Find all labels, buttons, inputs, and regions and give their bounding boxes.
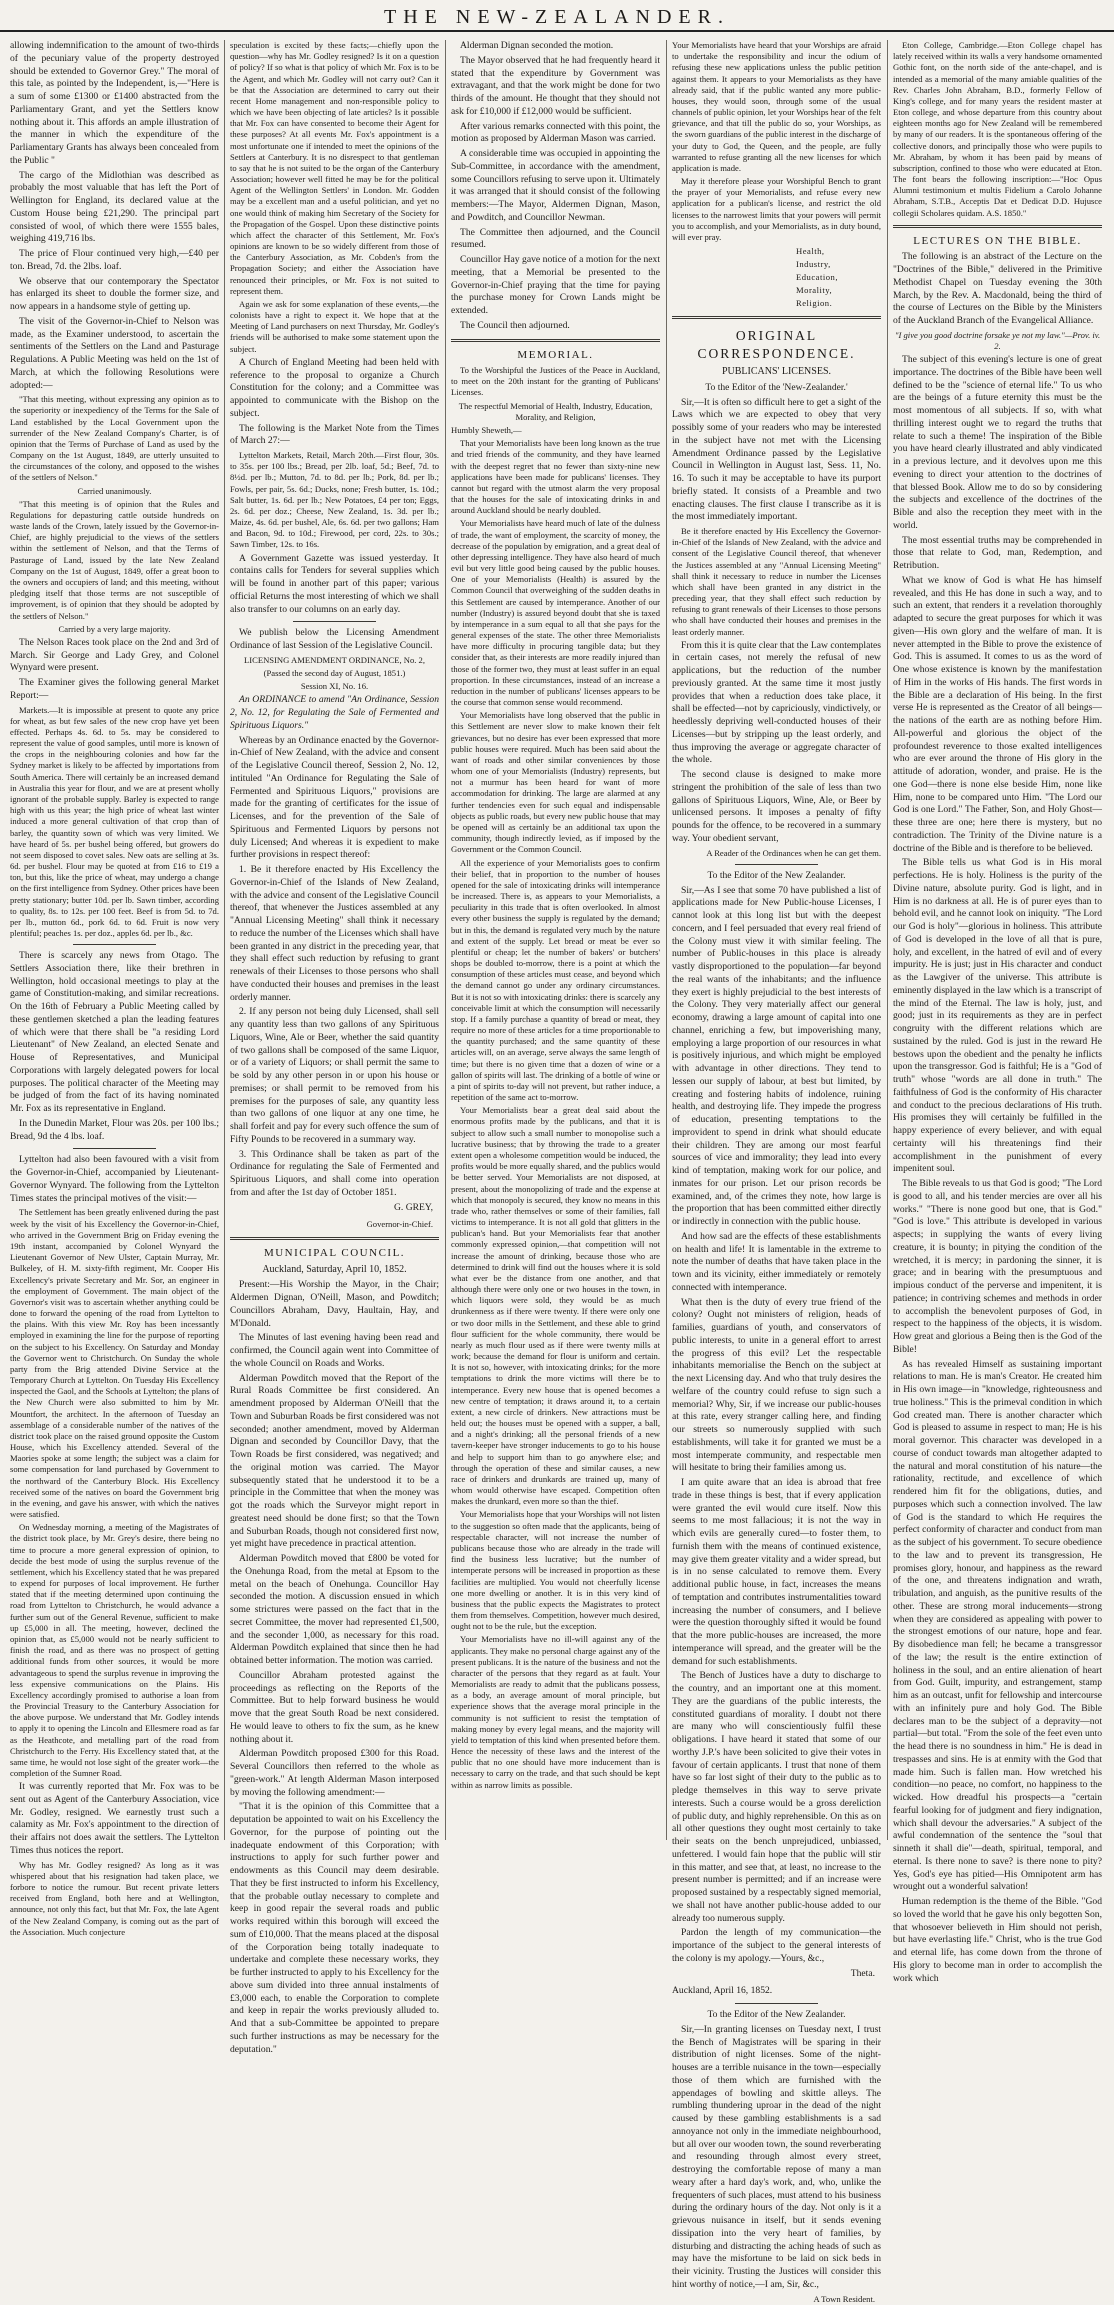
paragraph: A Government Gazette was issued yesterday. It contains calls for Tenders for several supplies which will be found in another part of this paper; various official Returns the most interesting of which we shall also transfer to our columns on an early day.	[230, 552, 439, 615]
column-4	[672, 40, 881, 2304]
column-rule	[224, 40, 225, 1840]
epigraph: "I give you good doctrine forsake ye not my law."—Prov. iv. 2.	[894, 329, 1101, 352]
paragraph: Eton College, Cambridge.—Eton College chapel has lately received within its walls a very handsome ornamented Gothic font, on the north side of the ante-chapel, and is intended as a memorial of the many amiable qualities of the Rev. Charles John Abraham, B.D., formerly Fellow of King's college, and for many years the resident master at Eton college, and whose departure from this country about eighteen months ago for New Zealand will be remembered by many of our readers. It is the spontaneous offering of the collective donors, and principally those who were pupils to Mr. Abraham, by whom it has been paid by means of subscription, confined to those who were educated at Eton. The font bears the following inscription:—"Hoc Opus Alumni testimonium et multis Fidelium a Carolo Johanne Abraham, S.T.B., Acceptis Dat et Dedicat D.D. Hujusce collegii Scholares quidam. A.S. 1850."	[893, 40, 1102, 218]
paragraph: "That it is the opinion of this Committee that a deputation be appointed to wait on his Excellency the Governor, for the purpose of pointing out the inadequate endowment of this Corporation; with instructions to apply for such further power and endowments as this Council may deem desirable. That they be first instructed to inform his Excellency, that the probable outlay necessary to complete and keep in good repair the several roads and public works required within this borough will exceed the sum of £10,000. That the means placed at the disposal of the Corporation being totally inadequate to undertake and complete these necessary works, they be further instructed to apply to his Excellency for the above sum divided into three annual instalments of £3,000 each, to enable the Corporation to complete and keep in repair the works previously alluded to. And that a sub-Committee be appointed to prepare such further instructions as may be necessary for the deputation."	[230, 1801, 439, 2055]
memorial-salutation: Humbly Sheweth,—	[451, 424, 522, 435]
paragraph: The most essential truths may be comprehended in those that relate to God, man, Redemption, and Retribution.	[893, 534, 1102, 572]
paragraph: Human redemption is the theme of the Bible. "God so loved the world that he gave his only begotten Son, that whosoever believeth in Him should not perish, but have everlasting life." Christ, who is the true God and eternal life, has come down from the throne of His glory to become man in order to accomplish the work which	[893, 1896, 1102, 1984]
paragraph: The Committee then adjourned, and the Council resumed.	[451, 226, 660, 251]
ordinance-preamble: Whereas by an Ordinance enacted by the Governor-in-Chief of New Zealand, with the advice and consent of the Legislative Council thereof, Session 2, No. 12, intituled "An Ordinance for Regulating the Sale of Fermented and Spirituous Liquors," provisions are made for the granting of certificates for the issue of Licenses, and for the prevention of the Sale of Spirituous and Fermented Liquors by persons not duly Licensed; And whereas it is expedient to make further provisions in respect thereof:	[230, 734, 439, 861]
column-rule	[666, 40, 667, 1840]
section-divider	[451, 339, 660, 342]
paragraph: What we know of God is what He has himself revealed, and this He has done in such a way, and to such an extent, that renders it a revelation thoroughly adapted to secure the great purposes for which it was given—His own glory and the welfare of man. It is never attempted in the Bible to prove the existence of God. This is assumed. It comes to us as the word of One whose existence is known by the manifestation of Him in the works of His hands. The first words in the Bible are a declaration of His being. In the first verse He is represented as the Creator of all beings—the nations of the earth are as nothing before Him. All-powerful and glorious the object of the profoundest reverence to those exalted intelligences who are ever around the throne of His glory in the attitude of adoration, wonder, and praise. He is the one God—there is none else beside Him, none like Him, none to be compared unto Him. "The Lord our God is one Lord." The Father, Son, and Holy Ghost—these three are one; here there is mystery, but no contradiction. The Trinity of the Divine nature is a doctrine of the Bible and is therefore to be believed.	[893, 574, 1102, 854]
paragraph: The Nelson Races took place on the 2nd and 3rd of March. Sir George and Lady Grey, and Colonel Wynyard were present.	[10, 636, 219, 674]
letter-paragraph: From this it is quite clear that the Law contemplates in certain cases, not merely the refusal of new applications, but the reduction of the number previously granted. At the same time it most justly provides that when a reduction does take place, it shall be effected—not by capriciously, vindictively, or heedlessly depriving well-conducted houses of their Licenses—but by stripping up the least orderly, and thus improving the average or aggregate character of the whole.	[672, 639, 881, 766]
paragraph: The Bible tells us what God is in His moral perfections. He is holy. Holiness is the purity of the Divine nature, absolute purity. God is light, and in Him is no darkness at all. He is of purer eyes than to behold evil, and he cannot look on iniquity. "The Lord our God is holy"—glorious in holiness. This attribute of God is developed in the love of all that is pure, holy, and excellent, in the hatred of evil and of every impurity. He is just; just in His character and conduct as the Lawgiver of the universe. This attribute is eminently displayed in the law which is a transcript of the mind of the Eternal. The law is holy, just, and good; just in its requirements as they are in perfect congruity with the different relations which are sustained by the ruled. God is just in the reward He bestows upon the obedient and the penalty he inflicts upon the transgressor. God is faithful; He is a "God of truth" whose "words are all done in truth." The faithfulness of God is the conformity of His character and conduct to the precious declarations of His truth. His promises they will certainly be fulfilled in the happy experience of every believer, and with equal certainty will his threatenings find their accomplishment in the punishment of every impenitent soul.	[893, 857, 1102, 1175]
paragraph: The cargo of the Midlothian was described as probably the most valuable that has left the Port of Wellington for England, its declared value at the Custom House being £21,290. The principal part consisted of wool, of which there were 1555 bales, weighing 419,716 lbs.	[10, 169, 219, 245]
quoted-article: speculation is excited by these facts;—chiefly upon the question—why has Mr. Godley resigned? Is it on a question of policy? If so what is that policy of which Mr. Fox is to be the Agent, and which Mr. Godley will not carry out? Can it be that the Association are determined to carry out their recent Home management and non-responsible policy to which we have been objecting of late articles? Is it possible that Mr. Fox can have consented to become their Agent for these purposes? At all events Mr. Fox's appointment is a most unfortunate one if intended to meet the opinions of the Settlers at Canterbury. It is no disrespect to that gentleman to say that he is not suited to be the organ of the Canterbury Association; however well fitted he may be for the political Agent of the Wellington Settlers' in London. Mr. Godden may be a excellent man and a useful politician, and yet no one would think of making him Secretary of the Society for the Propagation of the Gospel. Upon these distinctive points which affect the character of this Settlement, Mr. Fox's opinions are known to be so widely different from those of the Canterbury Association, as Mr. Cobden's from the Propagation Society; and either the Association have renounced their principles, or Mr. Fox is not suited to represent them.	[230, 40, 439, 296]
section-divider	[672, 316, 881, 319]
column-5	[893, 40, 1102, 1984]
quoted-article: On Wednesday morning, a meeting of the Magistrates of the district took place, by Mr. Grey's desire, there being no time to procure a more general expression of opinion, to decide the best mode of using the surplus revenue of the settlement, which his Excellency stated that he was prepared to expend for purposes of local improvement. He further stated that if the meeting determined upon continuing the road from Lyttelton to Christchurch, he would advance a further sum out of the General Revenue, sufficient to make up £5,000 in all. The meeting, however, declined the opinion that, as £5,000 would not be nearly sufficient to finish the road, and as there was no prospect of getting additional funds from other sources, it would be more advantageous to spend the surplus revenue in improving the less expensive communications on the Plains. His Excellency accordingly promised to authorise a loan from the Provincial Treasury to the Canterbury Association for the above purpose. We understand that Mr. Godley intends to apply it to opening the Lincoln and Ellesmere road as far as the Heathcote, and metalling part of the road from Christchurch to the Ferry. His Excellency stated that, at the same time, he would not lose sight of the greater work—the completion of the Sumner Road.	[10, 1522, 219, 1779]
memorial-paragraph: Your Memorialists have long observed that the public in this Settlement are never slow to make known their felt grievances, but no desire has ever been expressed that more public houses were required. Much has been said about the want of roads and other similar conveniences by those whom one of your Memorialists (Industry) represents, but not a murmur has been heard for want of more accommodation for drinking. The large are alarmed at any further tendencies even for such equal and indispensable objects as public roads, but every new public house that may be opened will as certainly be an additional tax upon the community, though indirectly levied, as if imposed by the Government or the Common Council.	[451, 710, 660, 855]
heading-municipal-council: MUNICIPAL COUNCIL.	[263, 1246, 406, 1259]
paragraph: Councillor Abraham protested against the proceedings as reflecting on the Reports of the Committee. But to help forward business he would move that the great South Road be next considered. He would leave to others to fix the sum, as he knew nothing about it.	[230, 1669, 439, 1745]
section-divider	[230, 1237, 439, 1240]
signature: G. GREY,	[393, 1201, 433, 1213]
signatory: Religion.	[796, 297, 833, 308]
section-divider	[735, 864, 819, 865]
ordinance-heading: An ORDINANCE to amend "An Ordinance, Session 2, No. 12, for Regulating the Sale of Fermented and Spirituous Liquors."	[230, 694, 439, 731]
letter-paragraph: Sir,—It is often so difficult here to get a sight of the Laws which we are expected to obey that very possibly some of your readers who may be interested in the subject have not met with the Licensing Amendment Ordinance passed by the Legislative Council in Wellington in August last, Sess. 11, No. 16. To such it may be acceptable to have its purport briefly stated. It consists of a Preamble and two enacting clauses. The first clause I transcribe as it is the most immediately important.	[672, 396, 881, 523]
column-3	[451, 40, 660, 1840]
heading-original-correspondence: ORIGINAL CORRESPONDENCE.	[697, 327, 856, 361]
paragraph: Alderman Dignan seconded the motion.	[460, 40, 614, 51]
paragraph: The following is an abstract of the Lecture on the "Doctrines of the Bible," delivered in the Primitive Methodist Chapel on Tuesday evening the 30th March, by the Rev. A. Macdonald, being the third of the course of Lectures on the Bible by the Ministers of the Auckland Branch of the Evangelical Alliance.	[893, 251, 1102, 327]
memorial-paragraph: Your Memorialists have heard much of late of the dulness of trade, the want of employment, the scarcity of money, the decrease of the population by emigration, and a great deal of other depressing intelligence. They have also heard of much evil but very little good being caused by the public houses. One of your Memorialists (Health) is assured by the Common Council that overweighing of the sudden deaths in this Settlement are caused by intemperance. Another of our number (Industry) is assured beyond doubt that she is taxed by intemperance in a sum equal to all that she pays for the general expenses of the state. The other three Memorialists have more difficulty in procuring tangible data; but they consider that, as their interests are more readily injured than those of the former two, they must at least suffer in an equal proportion. In these circumstances, instead of an increase a reduction in the number of publicans' licenses appears to be the course that common sense would recommend.	[451, 518, 660, 708]
heading-memorial: MEMORIAL.	[517, 348, 594, 361]
council-date: Auckland, Saturday, April 10, 1852.	[262, 1264, 407, 1276]
paragraph: Present:—His Worship the Mayor, in the Chair; Aldermen Dignan, O'Neill, Mason, and Powditch; Councillors Abraham, Davy, Haultain, Hay, and M'Donald.	[230, 1279, 439, 1329]
resolution-result: Carried unanimously.	[77, 485, 152, 496]
paragraph: Alderman Powditch proposed £300 for this Road. Several Councillors then referred to the whole as "green-work." At length Alderman Mason interposed by moving the following amendment:—	[230, 1748, 439, 1798]
paragraph: The subject of this evening's lecture is one of great importance. The doctrines of the Bible have been well defined to be the "science of eternal life." To us who are the beings of a future eternity this must be the most momentous of all subjects. If so, with what thrilling interest ought we to regard the truths that relate to such a theme! The inspiration of the Bible you have heard clearly illustrated and ably vindicated in a previous lecture, and it devolves upon me this evening to direct your attention to the doctrines of that blessed Book. Allow me to do so by considering the subjects and excellence of the doctrines of the Bible and also the reception they meet with in the world.	[893, 354, 1102, 531]
quoted-article: Again we ask for some explanation of these events,—the colonists have a right to expect it. We hope that at the Meeting of Land purchasers on next Thursday, Mr. Godley's friends will be authorised to make some statement upon the subject.	[230, 298, 439, 354]
paragraph: Lyttelton had also been favoured with a visit from the Governor-in-Chief, accompanied by Lieutenant-Governor Wynyard. The following from the Lyttelton Times states the principal motives of the visit:—	[10, 1154, 219, 1204]
ordinance-clause: 1. Be it therefore enacted by His Excellency the Governor-in-Chief of the Islands of New Zealand, with the advice and consent of the Legislative Council thereof, that whenever the Justices assembled at any "Annual Licensing Meeting" shall think it necessary to reduce the number of the Licenses which shall have been granted in any district in the preceding year, that they shall effect such reduction by refusing to grant renewals of their Licenses to those persons who shall have conducted their houses and premises in the least orderly manner.	[230, 864, 439, 1003]
memorial-paragraph: Your Memorialists hope that your Worships will not listen to the suggestion so often made that the applicants, being of respectable character, will not increase the number of publicans because those who are already in the trade will find the business less lucrative; but the number of intemperate persons will be increased in proportion as these facilities are multiplied. You would not cheerfully license one more dwelling or another. It is in this very kind of business that the public expects the Magistrates to protect them from themselves. Competition, however much desired, ought not to be the rule, but the exception.	[451, 1509, 660, 1632]
paragraph: allowing indemnification to the amount of two-thirds of the pecuniary value of the property destroyed should be extended to Governor Grey." The moral of this tale, as pointed by the Independent, is,—"Here is a sum of some £1300 or £1400 abstracted from the Parliamentary Grant, and yet the Settlers know nothing about it. This affords an ample illustration of the manner in which the expenditure of the Parliamentary Grants has always been concealed from the Public "	[10, 40, 219, 166]
memorial-paragraph: Your Memorialists have heard that your Worships are afraid to undertake the responsibility and incur the odium of refusing these new applications unless the public petition against them. It appears to your Memorialists as they have already said, that if the public wanted any more public-houses, they would soon, through some of the usual channels of public opinion, let your Worships hear of the felt grievance, and that till the public do so, your Worships, as the sworn guardians of the public interest in the discharge of your duty to God, the Queen, and the people, are fully warranted to refuse granting all the new licenses for which application is made.	[672, 40, 881, 173]
signature-title: Governor-in-Chief.	[366, 1219, 433, 1230]
memorial-paragraph: All the experience of your Memorialists goes to confirm their belief, that in proportion to the number of houses opened for the sale of intoxicating drinks will intemperance be increased. There is, as appears to your Memorialists, a peculiarity in this trade that is often overlooked. In almost every other business the supply is regulated by the demand; but in this, the demand is regulated very much by the nature and extent of the supply. Let bread or meat be ever so plentiful or cheap; let the number of bakers' or butchers' shops be doubled to-morrow, there is a point at which the consumption of these articles must cease, and beyond which the demand cannot go under any ordinary circumstances. But it is not so with intoxicating drinks: there is scarcely any conceivable limit at which the consumption will necessarily stop. If a family purchase a quantity of bread or meat, they require no more of these articles for a time proportionable to the quantity purchased; and the same quantity of these articles will, on an average, serve always the same length of time; but there is no given time that a dozen of wine or a gallon of spirits will last. The drinking of a bottle of wine or a pint of spirits to-day will not prevent, but rather induce, a repetition of the same act to-morrow.	[451, 857, 660, 1103]
paragraph: The Mayor observed that he had frequently heard it stated that the expenditure by Government was extravagant, and that the work might be done for two thirds of the amount. He thought that they should not ask for £10,000 if £12,000 would be sufficient.	[451, 54, 660, 117]
letter-date: Auckland, April 16, 1852.	[672, 1985, 773, 1997]
memorial-address: To the Worshipful the Justices of the Peace in Auckland, to meet on the 20th instant for the granting of Publicans' Licenses.	[451, 365, 660, 398]
masthead	[0, 0, 1114, 32]
paragraph: It was currently reported that Mr. Fox was to be sent out as Agent of the Canterbury Association, vice Mr. Godley, resigned. We earnestly trust such a calamity as Mr. Fox's appointment to the direction of their affairs not does await the settlers. The Lyttelton Times thus notices the report.	[10, 1781, 219, 1856]
paragraph: We observe that our contemporary the Spectator has enlarged its sheet to double the former size, and now appears in a handsome style of getting up.	[10, 275, 219, 312]
letter-address: To the Editor of the New Zealander.	[707, 2009, 846, 2021]
memorial-paragraph: May it therefore please your Worshipful Bench to grant the prayer of your Memorialists, and refuse every new application for a publican's license, and restrict the old licenses to the narrowest limits that your powers will permit you to accomplish, and your Memorialists, as in duty bound, will ever pray.	[672, 176, 881, 242]
letter-paragraph: The Bench of Justices have a duty to discharge to the country, and an important one at this moment. They are the guardians of the public interests, the constituted guardians of morality. I doubt not there are many who will conscientiously fulfil these obligations. I have heard it stated that some of our worthy J.P.'s have been solicited to give their votes in favour of certain applicants. I trust that none of them have so far lost sight of their duty to the public as to pledge themselves in this way to serve private interests. Such a course would be a gross dereliction of public duty, and highly reprehensible. On this as on all other questions they ought most certainly to take their seats on the bench unprejudiced, unbiassed, unfettered. I would fain hope that the public will stir in this matter, and see that, at least, no increase to the present number is permitted; and if an increase were proposed sustained by a respectably signed memorial, we shall not have another public-house added to our already too numerous supply.	[672, 1670, 881, 1924]
signatory: Morality,	[796, 284, 833, 295]
memorial-paragraph: Your Memorialists bear a great deal said about the enormous profits made by the publicans, and that it is subject to allow such a small number to monopolise such a lucrative business; that by throwing the trade to a greater extent open a wholesome competition would be induced, the profits would be more equally shared, and the publics would be better served. Your Memorialists are not disposed, at present, about the monopolizing of trade and the expense at which that monopoly is secured, they know no means in this trade who, rather themselves or some of their families, fall victims to intemperance. It is not all gold that glitters in the publican's hand. But your Memorialists fear that another commonly expressed opinion,—that competition will not increase the amount of drinking, because those who are determined to drink will find out the houses where it is sold what ever be the distance from one another, and that although there were only one or two houses in the town, in which liquors were sold, they would be as much drunkenness as if there were twenty. If there were only one or two door mills in the Settlement, and these able to grind flour sufficient for the whole community, there would be nearly as much flour used as if there were twenty mills at work; because the demand for flour is uniform and certain. It is not so, however, with intoxicating drinks; for the more temptations to drink the more victims will there be to intemperance. Every new house that is opened becomes a new centre of temptation; it draws around it, to a certain extent, a new circle of drinkers. New attractions must be held out; the houses must be opened with a supper, a ball, and a night's drinking; all the personal friends of a new tavern-keeper have stronger inducements to go to his house and help to support him than to go anywhere else; and through the operation of these and similar causes, a new race of drinkers and drunkards are trained up, many of whom would otherwise have escaped. Competition often makes the drunkard, even more so than the thief.	[451, 1105, 660, 1507]
section-divider	[293, 621, 377, 622]
masthead-title: THE NEW-ZEALANDER.	[384, 6, 730, 28]
paragraph: The price of Flour continued very high,—£40 per ton. Bread, 7d. the 2lbs. loaf.	[10, 248, 219, 272]
letter-signature: A Town Resident.	[813, 2293, 875, 2304]
letter-paragraph: Sir,—As I see that some 70 have published a list of applications made for New Public-house Licenses, I cannot look at this long list but with the deepest concern, and I feel persuaded that every real friend of the Colony must view it with similar feeling. The number of Public-houses in this place is already vastly disproportioned to the population—far beyond the real wants of the inhabitants; and the influence they exert is highly prejudicial to the best interests of the Colony. They very materially affect our general economy, drawing a large amount of capital into one channel, enriching a few, but impoverishing many, employing a large proportion of our resources in what is positively injurious, and which might be employed with advantage in other directions. They tend to lessen our supply of labour, at best but limited, by creating and fostering habits of indolence, ruining health, and destroying life. They impede the progress of education, presenting temptations to the improvident to spend in drink what should educate their children. They are among our most fearful sources of vice and immorality; they lead into every kind of temptation, making work for our police, and inmates for our prison. Let our prison records be examined, and, of the crimes they note, how large is the proportion that has been committed either directly or indirectly in connection with the public house.	[672, 884, 881, 1228]
quoted-resolution: "That this meeting, without expressing any opinion as to the superiority or inexpediency of the Terms for the Sale of Land established by the Local Government upon the surrender of the New Zealand Company's Charter, is of opinion that the Terms of Purchase of Land as used by the Company on the 1st August, 1849, are utterly unsuited to the circumstances of the colony, and opposed to the wishes of the settlers of Nelson."	[10, 394, 219, 483]
section-divider	[73, 1148, 157, 1149]
paragraph: In the Dunedin Market, Flour was 20s. per 100 lbs.; Bread, 9d the 4 lbs. loaf.	[10, 1117, 219, 1142]
letter-signature: A Reader of the Ordinances when he can get them.	[706, 847, 881, 858]
letter-paragraph: The second clause is designed to make more stringent the prohibition of the sale of less than two gallons of Spirituous Liquors, Wine, Ale, or Beer by unlicensed persons. It imposes a penalty of fifty pounds for the offence, to be recovered in a summary way. Your obedient servant,	[672, 769, 881, 844]
paragraph: The Examiner gives the following general Market Report:—	[10, 677, 219, 701]
paragraph: After various remarks connected with this point, the motion as proposed by Alderman Mason was carried.	[451, 120, 660, 145]
letter-paragraph: I am quite aware that an idea is abroad that free trade in these things is best, that if every application were granted the evil would cure itself. Now this seems to me most fallacious; it is not the way in which evils are generally cured—to foster them, to furnish them with the means of continued existence, may give them greater vitality and a wider spread, but is in no sense calculated to remove them. Every additional public house, in fact, increases the means of temptation and contributes instrumentalities toward increasing the number of consumers, and I believe were the question thoroughly sifted it would be found that the more public-houses are increased, the more intemperance will spread, and the greater will be the demand for such establishments.	[672, 1477, 881, 1667]
paragraph: Councillor Hay gave notice of a motion for the next meeting, that a Memorial be presented to the Governor-in-Chief praying that the time for paying the purchase money for Crown Lands might be extended.	[451, 254, 660, 316]
paragraph: Alderman Powditch moved that the Report of the Rural Roads Committee be first considered. An amendment proposed by Alderman O'Neill that the Town and Suburban Roads be first considered was not seconded; another amendment, moved by Alderman Dignan and seconded by Councillor Davy, that the Town Roads be first considered, was negatived; and the original motion was carried. The Mayor subsequently stated that he understood it to be a principle in the Committee that when the money was got the roads which the Surveyor might report in greatest need should be done first; so that the Town and Suburban Roads, though not considered first now, yet might have precedence in practical attention.	[230, 1372, 439, 1550]
paragraph: A considerable time was occupied in appointing the Sub-Committee, in accordance with the amendment, some Councillors refusing to serve upon it. Ultimately it was arranged that it should consist of the following members:—The Mayor, Aldermen Dignan, Mason, and Powditch, and Councillor Newman.	[451, 148, 660, 223]
memorial-from: The respectful Memorial of Health, Industry, Education, Morality, and Religion,	[458, 400, 653, 422]
quoted-clause: Be it therefore enacted by His Excellency the Governor-in-Chief of the Islands of New Zealand, with the advice and consent of the Legislative Council thereof, that whenever the Justices assembled at any "Annual Licensing Meeting" shall think it necessary to reduce in number the Licenses which shall have been granted in any district in the preceding year, that they shall effect such reduction by refusing to grant renewals of their Licenses to those persons who shall have conducted their houses and premises in the least orderly manner.	[672, 526, 881, 637]
signatory: Health,	[796, 246, 825, 257]
paragraph: The Bible reveals to us that God is good; "The Lord is good to all, and his tender mercies are over all his works." "There is none good but one, that is God." "God is love." This attribute is developed in various aspects; in supplying the wants of every living creature, it is bounty; in pitying the condition of the wretched, it is mercy; in pardoning the sinner, it is grace; and in bearing with the presumptuous and impious conduct of the perverse and impenitent, it is patience; in contriving schemes and methods in order to accomplish the benevolent purposes of God, in respect to the happiness of the objects, it is wisdom. How great and glorious a Being then is the God of the Bible!	[893, 1178, 1102, 1355]
memorial-paragraph: Your Memorialists have no ill-will against any of the applicants. They make no personal charge against any of the present publicans. It is the nature of the business and not the character of the persons that they regard as at fault. Your Memorialists are ready to admit that the publicans possess, as a body, an average amount of moral principle, but experience shows that the average moral principle in the community is not sufficient to resist the temptation of making money by every legal means, and the majority will yield to temptation of this kind when presented before them. Hence the necessity of these laws and the interest of the public that no one should have more inducement than is necessary to carry on the trade, and that such should be kept within as narrow limits as possible.	[451, 1634, 660, 1790]
section-divider	[73, 944, 157, 945]
ordinance-date: (Passed the second day of August, 1851.)	[263, 668, 406, 679]
paragraph: Alderman Powditch moved that £800 be voted for the Onehunga Road, from the metal at Epsom to the metal on the beach of Onehunga. Councillor Hay seconded the motion. A discussion ensued in which some strictures were passed on the fact that in the secret Committee, the mover had represented £1,500, and the seconder 1,000, as necessary for this road. Alderman Powditch explained that since then he had obtained better information. The motion was carried.	[230, 1553, 439, 1667]
memorial-signatories	[796, 245, 881, 309]
letter-paragraph: What then is the duty of every true friend of the colony? Ought not ministers of religion, heads of families, guardians of youth, and conservators of public interests, to unite in a general effort to arrest the progress of this evil? Let the respectable inhabitants memorialise the Bench on the subject at the next Licensing day. And who that truly desires the welfare of the country could refuse to sign such a memorial? Why, Sir, if we increase our public-houses at this rate, every stranger calling here, and finding our streets so numerously supplied with such establishments, will take it for granted we must be a most intemperate community, and respectable men will hesitate to bring their families among us.	[672, 1296, 881, 1474]
heading-lectures-on-the-bible: LECTURES ON THE BIBLE.	[913, 234, 1082, 247]
column-2	[230, 40, 439, 2055]
paragraph: The Minutes of last evening having been read and confirmed, the Council again went into Committee of the whole Council on Roads and Works.	[230, 1332, 439, 1369]
columns	[10, 40, 1106, 2304]
column-rule	[445, 40, 446, 1840]
ordinance-clause: 2. If any person not being duly Licensed, shall sell any quantity less than two gallons of any Spirituous Liquors, Wine, Ale or Beer, whether the said quantity of two gallons shall be composed of the same Liquor, or of a variety of Liquors; or shall permit the same to be sold by any other person in or upon his house or premises; or shall permit to be removed from his premises for the purposes of sale, any quantity less than two gallons of one liquor at any one time, he shall forfeit and pay for every such offence the sum of Fifty Pounds to be recovered in a summary way.	[230, 1006, 439, 1145]
letter-paragraph: Pardon the length of my communication—the importance of the subject to the general interests of the colony is my apology.—Yours, &c.,	[672, 1927, 881, 1964]
ordinance-clause: 3. This Ordinance shall be taken as part of the Ordinance for regulating the Sale of Fermented and Spirituous Liquors, and shall come into operation from and after the 1st day of October 1851.	[230, 1148, 439, 1198]
signatory: Industry,	[796, 258, 831, 269]
quoted-article: The Settlement has been greatly enlivened during the past week by the visit of his Excellency the Governor-in-Chief, who arrived in the Government Brig on Friday evening the 19th instant, accompanied by Colonel Wynyard the Lieutenant Governor of New Ulster, Captain Murray, Mr. Bulkeley, of H. M. sixty-fifth regiment, Mr. Cooper His Excellency's private Secretary and Mr. Sor, an engineer in the employment of Government. The main object of the Governor's visit was to ascertain whether anything could be done to forward the opening of the road from Lyttelton to the plains. With this view Mr. Roy has been incessantly employed in examining the line for the purpose of reporting on the subject to his Excellency. On Saturday and Monday the Governor went to Christchurch. On Sunday the whole party from the Brig attended Divine Service at the Temporary Church at Lyttelton. On Tuesday His Excellency inspected the Gaol, and the Schools at Lyttelton; the plans of the New Church were also submitted to him by Mr. Mountfort, the architect. In the afternoon of Tuesday an assemblage of a considerable number of the natives of the district took place on the raised ground opposite the Custom House, which his Excellency attended. Several of the Maories spoke at some length; the subject was a claim for some compensation for land purchased by Government to the northward of the Canterbury Block. His Excellency received some of the natives on board the Government brig in the evening, and gave his answer, with which the natives were satisfied.	[10, 1207, 219, 1520]
ordinance-session: Session XI, No. 16.	[300, 681, 369, 692]
column-1	[10, 40, 219, 1937]
paragraph: The visit of the Governor-in-Chief to Nelson was made, as the Examiner understood, to ascertain the sentiments of the Settlers on the Land and Pasturage Regulations. A Public Meeting was held on the 1st of March, at which the following Resolutions were adopted:—	[10, 315, 219, 391]
letter-paragraph: Sir,—In granting licenses on Tuesday next, I trust the Bench of Magistrates will be sparing in their distribution of night licenses. Some of the night-houses are a terrible nuisance in the town—especially those of them which are furnished with the appendages of bowling and skittle alleys. The rumbling thundering uproar in the dead of the night caused by these gambling establishments is a sad annoyance not only in the immediate neighbourhood, but all over our wooden town, the sound reverberating and resounding through almost every street, destroying the comfortable repose of many a man weary after a hard day's work, and, who, unlike the frequenters of such places, must attend to his business during the ordinary hours of the day. Not only is it a grievous nuisance in itself, but it sends evening dissipation into the very heart of families, by disturbing and distracting the aching heads of such as may have the misfortune to be laid on sick beds in their vicinity. Trusting the Justices will consider this hint worthy of notice,—I am, Sir, &c.,	[672, 2023, 881, 2290]
signatory: Education,	[796, 271, 838, 282]
column-rule	[887, 40, 888, 1840]
heading-publicans-licenses: PUBLICANS' LICENSES.	[721, 366, 832, 378]
paragraph: A Church of England Meeting had been held with reference to the proposal to organize a Church Constitution for the colony; and a Committee was appointed to communicate with the Bishop on the subject.	[230, 356, 439, 419]
letter-signature: Theta.	[850, 1967, 875, 1979]
paragraph: We publish below the Licensing Amendment Ordinance of last Session of the Legislative Council.	[230, 627, 439, 652]
paragraph: The following is the Market Note from the Times of March 27:—	[230, 422, 439, 447]
paragraph: As has revealed Himself as sustaining important relations to man. He is man's Creator. He created him in His own image—in "knowledge, righteousness and true holiness." This is the primeval condition in which God created man. There is another character which God is pleased to assume in respect to man; He is his moral governor. This character was developed in a course of conduct towards man altogether adapted to the natural and moral constitution of his nature—the rationality, rectitude, and excellence of which rendered him fit for the obligations, duties, and purposes which such a connection involved. The law of God is the standard to which He requires the perfect conformity of character and conduct from man as the subject of his government. To secure obedience to the law and to prevent its transgression, He promises glory, honour, and happiness as the reward of the one, and threatens indignation and wrath, tribulation, and anguish, as the punitive results of the other. These are strong moral inducements—strong when they are considered as appealing with power to the strongest emotions of our nature, hope and fear. By disobedience man fell; he became a transgressor of the law; the result is the entire extinction of holiness in the soul, and an entire alienation of heart from God. Guilt, impurity, and estrangement, stamp him as an outcast, unfit for fellowship and intercourse with an infinitely pure and holy God. The Bible declares man to be the subject of a depravity—not partial—but total. "From the sole of the feet even unto the head there is no soundness in him." He is dead in trespasses and sins. He is at enmity with the God that made him. Such is fallen man. How wretched his condition—no peace, no comfort, no happiness to the wicked. How dreadful his prospects—a "certain fearful looking for of judgment and fiery indignation, which shall devour the adversaries." A subject of the awful condemnation of the sentence the "soul that sinneth it shall die"—death, spiritual, temporal, and eternal. Is there none to save? is there none to pity? Yes, God's eye has pitied—His Omnipotent arm has wrought out a wonderful salvation!	[893, 1358, 1102, 1893]
ordinance-title: LICENSING AMENDMENT ORDINANCE, No. 2,	[243, 654, 426, 665]
memorial-paragraph: That your Memorialists have been long known as the true and tried friends of the community, and they have learned with the deepest regret that no fewer than sixty-nine new applications have been made for publicans' licenses. They cannot but regard with the utmost alarm the very proposal that the houses for the sale of intoxicating drinks in and around Auckland should be nearly doubled.	[451, 438, 660, 516]
market-note: Lyttelton Markets, Retail, March 20th.—First flour, 30s. to 35s. per 100 lbs.; Bread, per 2lb. loaf, 5d.; Beef, 7d. to 8½d. per lb.; Mutton, 7d. to 8d. per lb.; Pork, 8d. per lb.; Fowls, per pair, 5s. 6d.; Ducks, none; Fresh butter, 1s. 10d.; Salt butter, 1s. 6d. per lb.; New Potatoes, £4 per ton; Eggs, 2s. 6d. per doz.; Cheese, New Zealand, 1s. 3d. per lb.; Maize, 4s. 6d. per bushel, Ale, 6s. 6d. per two gallons; Ham and Bacon, 9d. to 10d.; Firewood, per cord, 22s. to 30s.; Sawn Timber, 12s. to 16s.	[230, 450, 439, 550]
market-report: Markets.—It is impossible at present to quote any price for wheat, as but few sales of the new crop have yet been effected. Perhaps 4s. 6d. to 5s. may be considered to represent the value of good samples, until more is known of the crops in the neighbouring colonies and how far the Sydney market is likely to be affected by importations from South America. There will certainly be an increased demand in Australia this year for flour, and we are at present wholly ignorant of the probable supply. Barley is expected to range high with us this year; the high price of wheat last winter induced a more general cultivation of that crop than of barley, the quantity sown of which was very limited. We have heard of 5s. per bushel being offered, but growers do not seem disposed to covet sales. New oats are selling at 3s. 6d. per bushel. Flour may be quoted at from £16 to £19 a ton, but this, like the price of wheat, may undergo a change on the first intelligence from Sydney. Other prices have been pretty stationary; butter 10d. per lb. Sawn timber, according to quality, 8s. to 12s. per 100 feet. Beef is from 5d. to 7d. per lb., mutton 6d., pork 6d. to 6d. Fruit is now very plentiful; peaches 1s. per doz., apples 6d. per lb., &c.	[10, 704, 219, 939]
letter-address: To the Editor of the 'New-Zealander.'	[705, 381, 848, 393]
section-divider	[735, 2003, 819, 2004]
quoted-resolution: "That this meeting is of opinion that the Rules and Regulations for depasturing cattle outside hundreds on waste lands of the Crown, lately issued by the Governor-in-Chief, are highly prejudicial to the views of the settlers within the settlement of Nelson, and that the Terms of Pasturage of Land, issued by the late New Zealand Company on the 1st of August, 1849, offer a great boon to the owners and occupiers of land; and this meeting, without pledging itself that those terms are not susceptible of improvement, is of opinion that they should be adopted by the settlers of Nelson."	[10, 498, 219, 621]
letter-address: To the Editor of the New Zealander.	[707, 869, 846, 881]
quoted-article: Why has Mr. Godley resigned? As long as it was whispered about that his resignation had taken place, we forbore to notice the rumour. But recent private letters received from England, both here and at Wellington, announce, not only this fact, but that Mr. Fox, the late Agent of the New Zealand Company, is coming out as the part of the Association. Much conjecture	[10, 1859, 219, 1937]
paragraph: The Council then adjourned.	[460, 319, 570, 331]
letter-paragraph: And how sad are the effects of these establishments on health and life! It is lamentable in the extreme to note the number of deaths that have taken place in the town and its vicinity, either immediately or remotely connected with intemperance.	[672, 1230, 881, 1293]
paragraph: There is scarcely any news from Otago. The Settlers Association there, like their brethren in Wellington, hold occasional meetings to play at the game of Constitution-making, and similar recreations. On the 16th of February a Public Meeting called by these gentlemen sketched a plan the leading features of which were that there shall be "a residing Lord Lieutenant" of New Zealand, an elected Senate and House of Representatives, and Municipal Corporations with largely delegated powers for local purposes. The political character of the Meeting may be judged of from the fact of its having nominated Mr. Fox as its representative in England.	[10, 950, 219, 1115]
resolution-result: Carried by a very large majority.	[58, 623, 171, 634]
section-divider	[893, 225, 1102, 228]
